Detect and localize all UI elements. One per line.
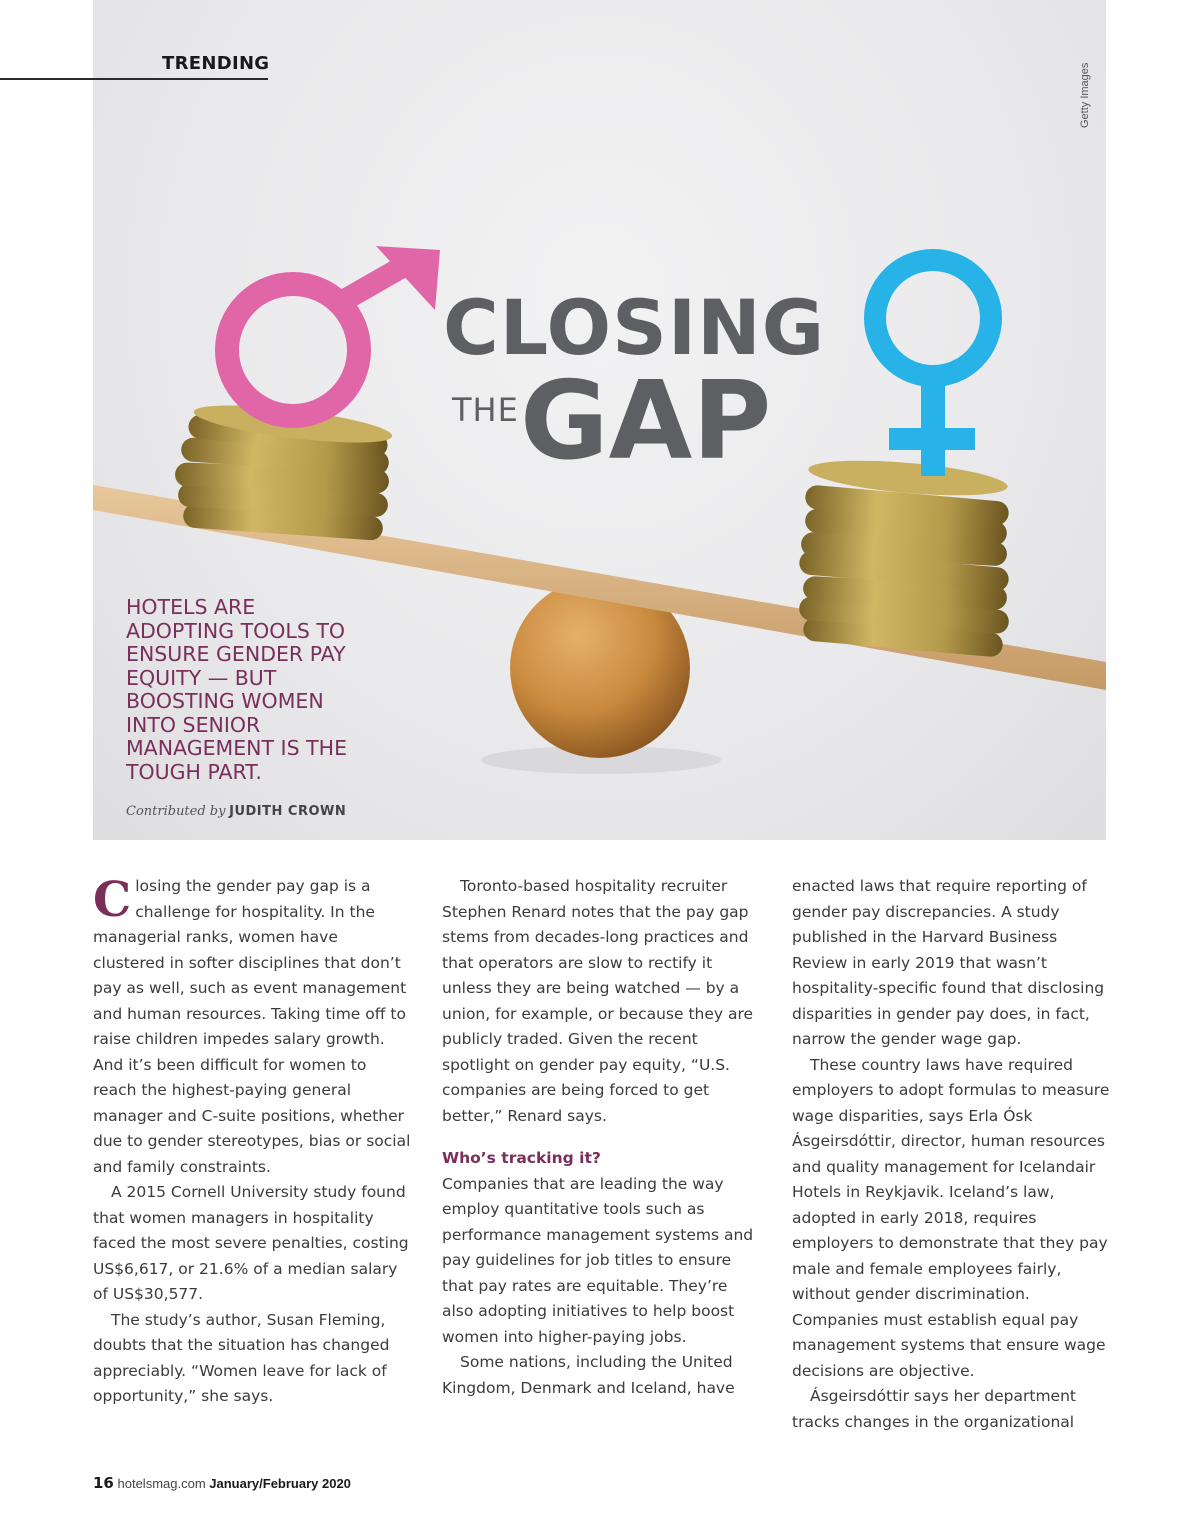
page-footer	[93, 1474, 351, 1492]
byline-author: JUDITH CROWN	[229, 804, 347, 819]
paragraph: A 2015 Cornell University study found that women managers in hospitality faced the most severe penalties, costing US$6,617, or 21.6% of a median salary of US$30,577.	[93, 1183, 409, 1303]
coin-stack-icon	[798, 454, 1009, 657]
paragraph: These country laws have required employers to adopt formulas to measure wage disparities, says Erla Ósk Ásgeirsdóttir, director, human resources and quality management for Icelandair Hotels in Reykjavik. Iceland’s law, adopted in early 2018, requires employers to demonstrate that they pay male and female employees fairly, without gender discrimination. Companies must establish equal pay management systems that ensure wage decisions are objective.	[792, 1055, 1110, 1380]
paragraph: losing the gender pay gap is a challenge for hospitality. In the managerial ranks, women have clustered in softer disciplines that don’t pay as well, such as event management and human resources. Taking time off to raise children impedes salary growth. And it’s been difficult for women to reach the highest-paying general manager and C-suite positions, whether due to gender stereotypes, bias or social and family constraints.	[93, 877, 411, 1176]
paragraph: Some nations, including the United Kingdom, Denmark and Iceland, have	[442, 1353, 735, 1397]
article-column-2	[442, 874, 760, 1401]
paragraph: The study’s author, Susan Fleming, doubts that the situation has changed appreciably. “Women leave for lack of opportunity,” she says.	[93, 1310, 390, 1405]
article-column-1	[93, 874, 411, 1410]
photo-credit: Getty Images	[1079, 62, 1091, 128]
section-rule	[0, 78, 268, 80]
headline-the: THE	[452, 391, 519, 429]
headline-gap: GAP	[520, 359, 772, 484]
section-label: TRENDING	[162, 53, 270, 74]
paragraph: Toronto-based hospitality recruiter Stephen Renard notes that the pay gap stems from decades-long practices and that operators are slow to rectify it unless they are being watched — by a union, for example, or because they are publicly traded. Given the recent spotlight on gender pay equity, “U.S. companies are being forced to get better,” Renard says.	[442, 877, 754, 1125]
deck-text: HOTELS ARE ADOPTING TOOLS TO ENSURE GENDER PAY EQUITY — BUT BOOSTING WOMEN INTO SENIOR MANAGEMENT IS THE TOUGH PART.	[126, 595, 348, 784]
article-column-3	[792, 874, 1110, 1435]
page-number: 16	[93, 1474, 114, 1492]
footer-site: hotelsmag.com	[117, 1476, 206, 1491]
male-symbol-icon	[227, 246, 440, 416]
paragraph: Companies that are leading the way employ quantitative tools such as performance management systems and pay guidelines for job titles to ensure that pay rates are equitable. They’re also adopting initiatives to help boost women into higher-paying jobs.	[442, 1174, 754, 1346]
paragraph: Ásgeirsdóttir says her department tracks changes in the organizational	[792, 1387, 1076, 1431]
byline	[126, 803, 346, 819]
byline-prefix: Contributed by	[126, 804, 226, 819]
footer-issue: January/February 2020	[209, 1476, 351, 1491]
paragraph: enacted laws that require reporting of gender pay discrepancies. A study published in the Harvard Business Review in early 2019 that wasn’t hospitality-specific found that disclosing disparities in gender pay does, in fact, narrow the gender wage gap.	[792, 877, 1105, 1048]
headline-closing: CLOSING	[443, 283, 826, 372]
female-symbol-icon	[875, 260, 991, 476]
drop-cap: C	[93, 872, 132, 928]
subhead: Who’s tracking it?	[442, 1149, 601, 1167]
